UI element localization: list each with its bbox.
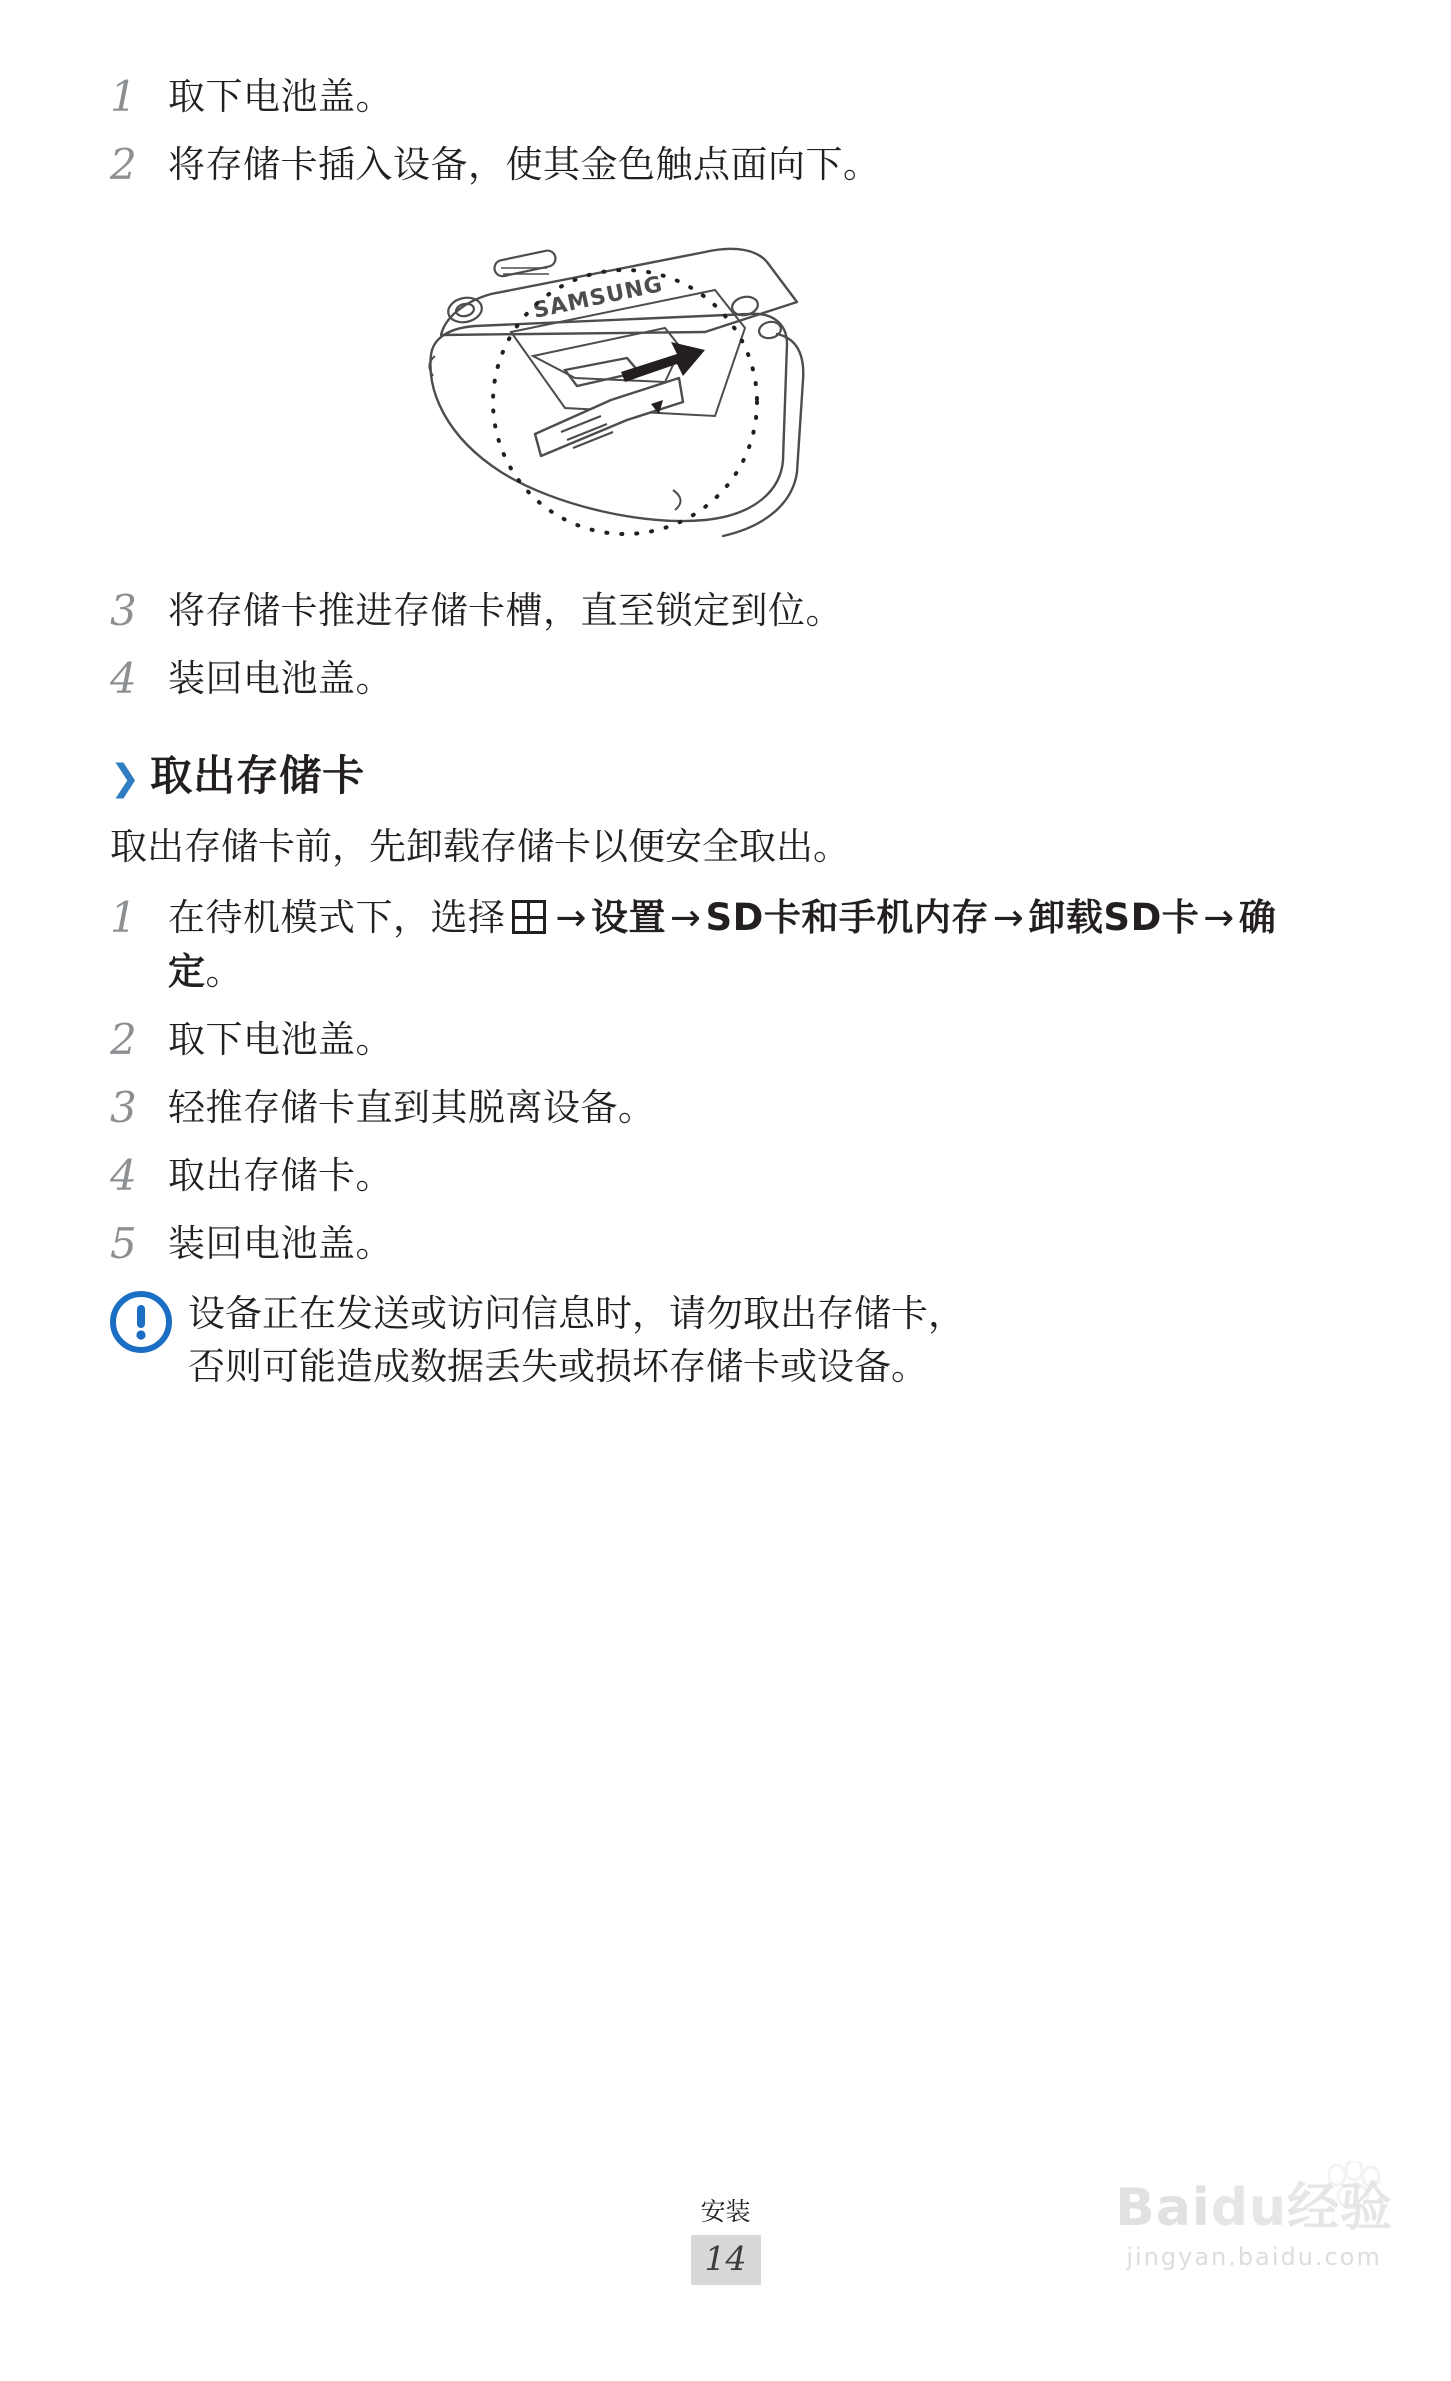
- watermark-part-c: 经验: [1286, 2178, 1393, 2238]
- step-text-part: 在待机模式下，选择: [168, 896, 506, 939]
- step-number: 1: [110, 72, 137, 121]
- watermark-part-b: du: [1210, 2178, 1287, 2238]
- list-item: [110, 1013, 1340, 1067]
- arrow-glyph: →: [992, 896, 1025, 939]
- step-text: 取出存储卡。: [168, 1154, 393, 1197]
- watermark-url: jingyan.baidu.com: [1126, 2243, 1382, 2271]
- page-footer: [0, 2195, 1451, 2285]
- page-number: 14: [691, 2235, 761, 2285]
- step-text: 轻推存储卡直到其脱离设备。: [168, 1086, 656, 1129]
- caution-note-text: [188, 1285, 965, 1393]
- caution-line-1: 设备正在发送或访问信息时，请勿取出存储卡，: [188, 1292, 965, 1335]
- step-number: 4: [110, 654, 137, 703]
- caution-note: [110, 1285, 1340, 1393]
- step-text: 取下电池盖。: [168, 75, 393, 118]
- section-heading: [110, 750, 1340, 805]
- list-item: [110, 891, 1340, 999]
- page-content: [110, 70, 1340, 1393]
- step-number: 2: [110, 1015, 137, 1064]
- step-text-end: 。: [205, 950, 243, 993]
- list-item: [110, 584, 1340, 638]
- section-lead-text: 取出存储卡前，先卸载存储卡以便安全取出。: [110, 825, 850, 868]
- step-number: 5: [110, 1219, 137, 1268]
- menu-path-sd-storage: SD卡和手机内存: [705, 896, 989, 939]
- menu-path-settings: 设置: [591, 896, 667, 939]
- list-item: [110, 652, 1340, 706]
- list-item: [110, 1149, 1340, 1203]
- step-text: 将存储卡插入设备，使其金色触点面向下。: [168, 143, 881, 186]
- chevron-right-icon: ❯: [110, 758, 141, 799]
- arrow-glyph: →: [555, 896, 588, 939]
- list-item: [110, 70, 1340, 124]
- step-number: 3: [110, 586, 137, 635]
- svg-text:SAMSUNG: SAMSUNG: [531, 271, 666, 324]
- footer-section-label: 安装: [700, 2197, 751, 2226]
- step-text: 装回电池盖。: [168, 657, 393, 700]
- step-number: 2: [110, 140, 137, 189]
- step-number: 4: [110, 1151, 137, 1200]
- list-item: [110, 1081, 1340, 1135]
- list-item: [110, 138, 1340, 192]
- step-text: 装回电池盖。: [168, 1222, 393, 1265]
- step-text: 将存储卡推进存储卡槽，直至锁定到位。: [168, 589, 843, 632]
- menu-path-unmount-sd: 卸载SD卡: [1028, 896, 1200, 939]
- step-text: [168, 891, 1340, 999]
- step-text: 取下电池盖。: [168, 1018, 393, 1061]
- caution-exclamation-icon: [110, 1285, 188, 1357]
- arrow-glyph: →: [1203, 896, 1235, 939]
- grid-apps-icon: [512, 900, 546, 934]
- caution-line-2: 否则可能造成数据丢失或损坏存储卡或设备。: [188, 1345, 928, 1388]
- list-item: [110, 1217, 1340, 1271]
- arrow-glyph: →: [670, 896, 702, 939]
- menu-path-confirm: 确定: [168, 896, 1277, 993]
- step-number: 1: [110, 893, 137, 942]
- watermark-part-a: Bai: [1115, 2178, 1211, 2238]
- page-title: 取出存储卡: [150, 751, 366, 800]
- memory-card-insertion-diagram: [110, 220, 1340, 550]
- step-number: 3: [110, 1083, 137, 1132]
